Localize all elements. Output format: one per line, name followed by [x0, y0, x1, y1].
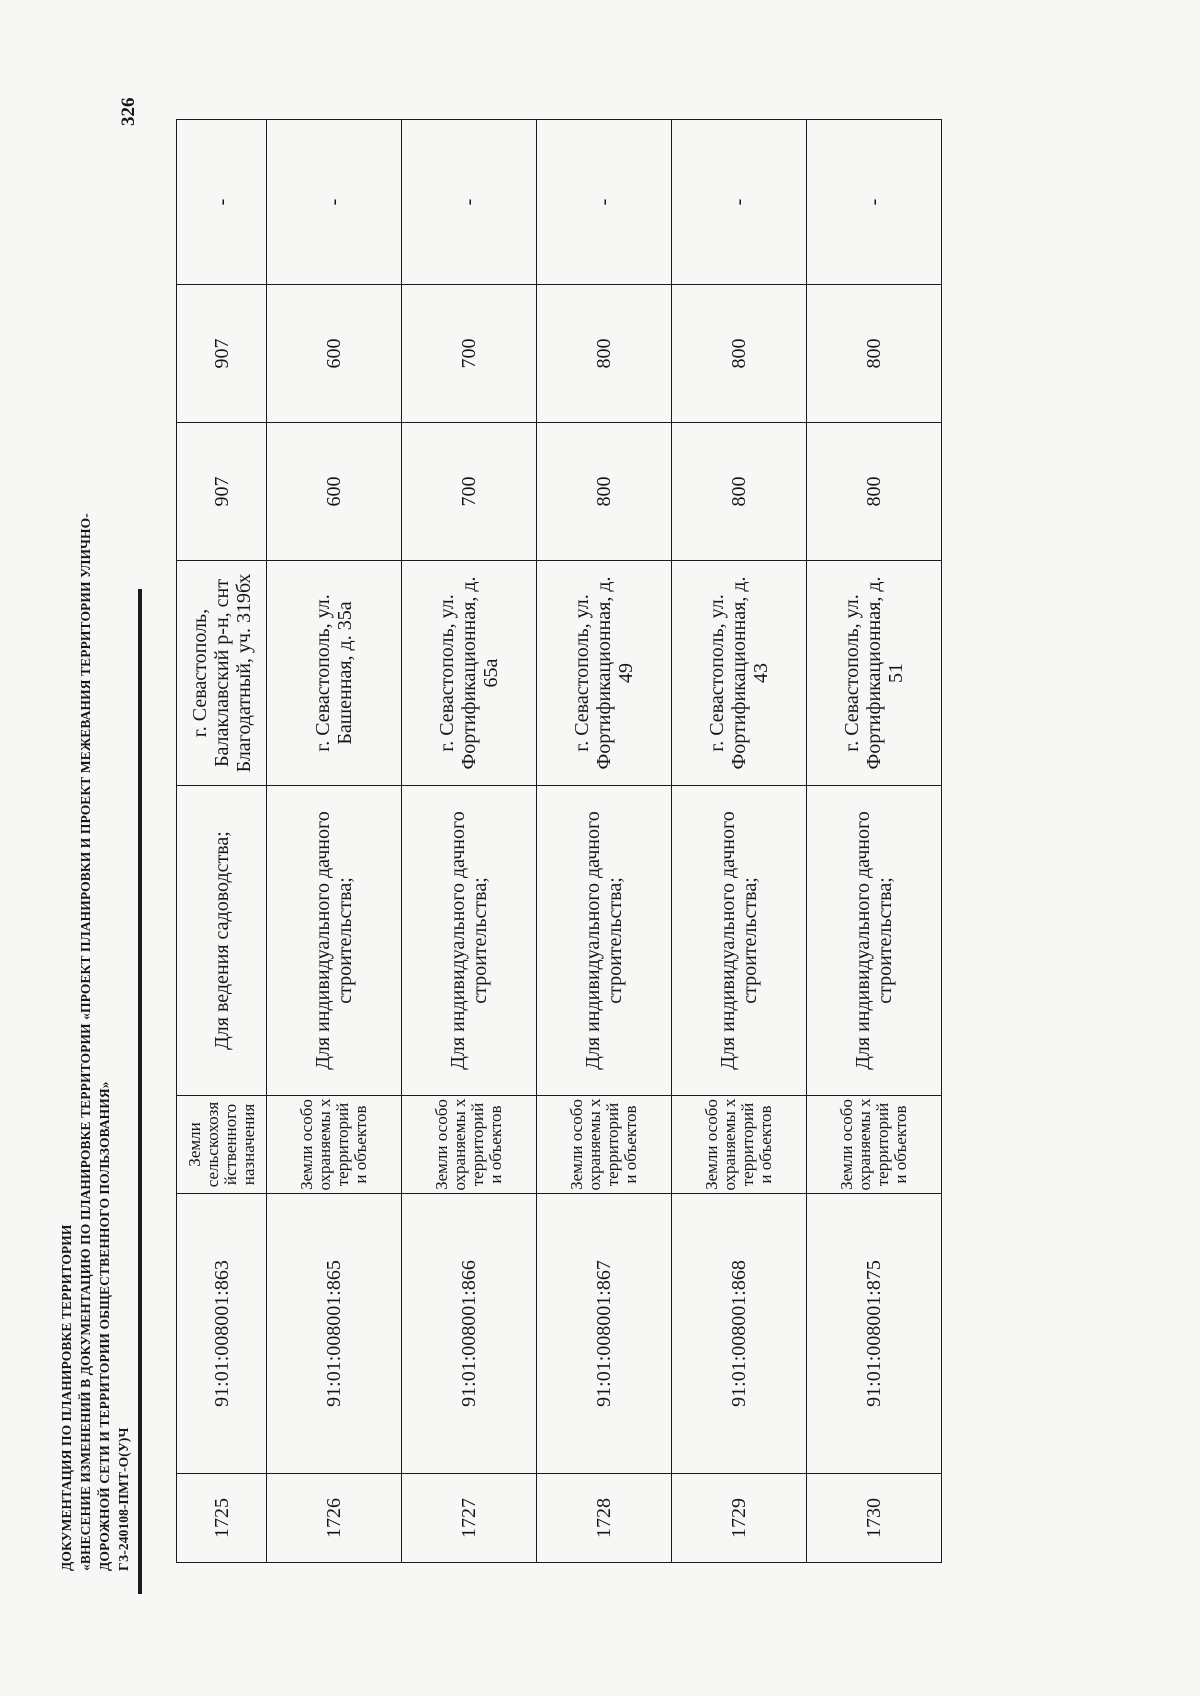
area-cell: 700 [402, 285, 537, 423]
cadastral-number-cell: 91:01:008001:866 [402, 1194, 537, 1474]
table-row [672, 120, 807, 1563]
address-cell: г. Севастополь, Балаклавский р-н, снт Благодатный, уч. 319бх [177, 561, 267, 786]
land-category-cell: Земли сельскохозя йственного назначения [177, 1096, 267, 1194]
area-cell: 800 [537, 285, 672, 423]
address-cell: г. Севастополь, ул. Фортификационная, д. 65а [402, 561, 537, 786]
cadastral-number-cell: 91:01:008001:867 [537, 1194, 672, 1474]
permitted-use-cell: Для индивидуального дачного строительства; [402, 786, 537, 1096]
permitted-use-cell: Для индивидуального дачного строительства; [267, 786, 402, 1096]
address-cell: г. Севастополь, ул. Башенная, д. 35а [267, 561, 402, 786]
area-cell: 800 [807, 285, 942, 423]
area-cell: 907 [177, 423, 267, 561]
header-line: «ВНЕСЕНИЕ ИЗМЕНЕНИЙ В ДОКУМЕНТАЦИЮ ПО ПЛАНИРОВКЕ ТЕРРИТОРИИ «ПРОЕКТ ПЛАНИРОВКИ И ПРОЕКТ МЕЖЕВАНИЯ ТЕРРИТОРИИ УЛИЧНО- [78, 513, 93, 1571]
area-cell: 600 [267, 285, 402, 423]
land-category-cell: Земли особо охраняемы х территорий и объектов [537, 1096, 672, 1194]
document-header [57, 271, 133, 1571]
row-number-cell: 1728 [537, 1474, 672, 1563]
land-category-cell: Земли особо охраняемы х территорий и объектов [672, 1096, 807, 1194]
empty-value-cell: - [402, 120, 537, 285]
row-number-cell: 1727 [402, 1474, 537, 1563]
area-cell: 800 [672, 285, 807, 423]
header-line: ДОРОЖНОЙ СЕТИ И ТЕРРИТОРИИ ОБЩЕСТВЕННОГО ПОЛЬЗОВАНИЯ» [97, 1081, 112, 1571]
cadastral-number-cell: 91:01:008001:875 [807, 1194, 942, 1474]
permitted-use-cell: Для индивидуального дачного строительства; [807, 786, 942, 1096]
land-plots-table [176, 119, 942, 1563]
area-cell: 600 [267, 423, 402, 561]
address-cell: г. Севастополь, ул. Фортификационная, д. 49 [537, 561, 672, 786]
permitted-use-cell: Для индивидуального дачного строительства; [537, 786, 672, 1096]
area-cell: 800 [807, 423, 942, 561]
row-number-cell: 1729 [672, 1474, 807, 1563]
table-row [807, 120, 942, 1563]
table-row [267, 120, 402, 1563]
empty-value-cell: - [672, 120, 807, 285]
cadastral-number-cell: 91:01:008001:868 [672, 1194, 807, 1474]
address-cell: г. Севастополь, ул. Фортификационная, д. 43 [672, 561, 807, 786]
land-category-cell: Земли особо охраняемы х территорий и объектов [807, 1096, 942, 1194]
row-number-cell: 1725 [177, 1474, 267, 1563]
land-plots-table-container [176, 119, 942, 1563]
address-cell: г. Севастополь, ул. Фортификационная, д. 51 [807, 561, 942, 786]
header-line: ДОКУМЕНТАЦИЯ ПО ПЛАНИРОВКЕ ТЕРРИТОРИИ [59, 1224, 74, 1571]
table-row [402, 120, 537, 1563]
cadastral-number-cell: 91:01:008001:863 [177, 1194, 267, 1474]
land-category-cell: Земли особо охраняемы х территорий и объектов [402, 1096, 537, 1194]
header-line: ГЗ-240108-ПМТ-О(У)Ч [116, 1427, 131, 1571]
row-number-cell: 1726 [267, 1474, 402, 1563]
area-cell: 907 [177, 285, 267, 423]
page-number: 326 [118, 97, 139, 126]
permitted-use-cell: Для ведения садоводства; [177, 786, 267, 1096]
table-row [177, 120, 267, 1563]
area-cell: 700 [402, 423, 537, 561]
header-divider [138, 589, 142, 1594]
row-number-cell: 1730 [807, 1474, 942, 1563]
cadastral-number-cell: 91:01:008001:865 [267, 1194, 402, 1474]
empty-value-cell: - [537, 120, 672, 285]
empty-value-cell: - [177, 120, 267, 285]
permitted-use-cell: Для индивидуального дачного строительства; [672, 786, 807, 1096]
area-cell: 800 [672, 423, 807, 561]
empty-value-cell: - [807, 120, 942, 285]
area-cell: 800 [537, 423, 672, 561]
land-category-cell: Земли особо охраняемы х территорий и объектов [267, 1096, 402, 1194]
table-row [537, 120, 672, 1563]
empty-value-cell: - [267, 120, 402, 285]
